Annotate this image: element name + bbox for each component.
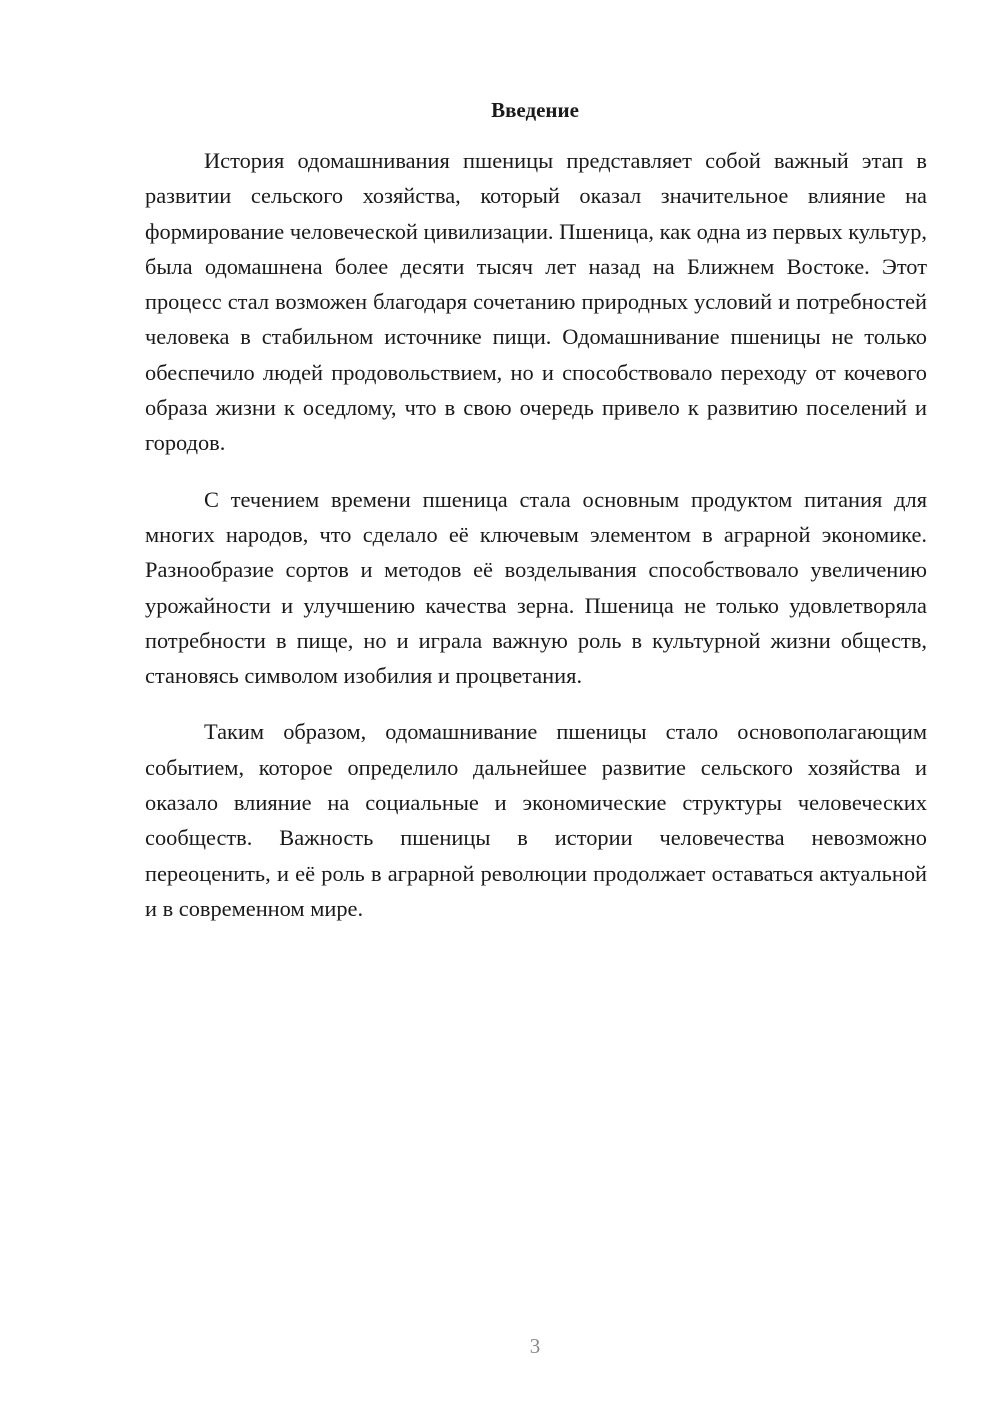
paragraph-3: Таким образом, одомашнивание пшеницы стало основополагающим событием, которое определило дальнейшее развитие сельского хозяйства и оказало влияние на социальные и экономические структуры человеческих сообществ. Важность пшеницы в истории человечества невозможно переоценить, и её роль в аграрной революции продолжает оставаться актуальной и в современном мире.: [145, 719, 927, 921]
section-title: Введение: [491, 98, 579, 122]
paragraph-1: История одомашнивания пшеницы представляет собой важный этап в развитии сельского хозяйства, который оказал значительное влияние на формирование человеческой цивилизации. Пшеница, как одна из первых культур, была одомашнена более десяти тысяч лет назад на Ближнем Востоке. Этот процесс стал возможен благодаря сочетанию природных условий и потребностей человека в стабильном источнике пищи. Одомашнивание пшеницы не только обеспечило людей продовольствием, но и способствовало переходу от кочевого образа жизни к оседлому, что в свою очередь привело к развитию поселений и городов.: [145, 148, 927, 456]
page-number: 3: [529, 1334, 541, 1358]
document-body: [145, 143, 927, 947]
paragraph-2: С течением времени пшеница стала основным продуктом питания для многих народов, что сделало её ключевым элементом в аграрной экономике. Разнообразие сортов и методов её возделывания способствовало увеличению урожайности и улучшению качества зерна. Пшеница не только удовлетворяла потребности в пище, но и играла важную роль в культурной жизни обществ, становясь символом изобилия и процветания.: [145, 486, 927, 689]
